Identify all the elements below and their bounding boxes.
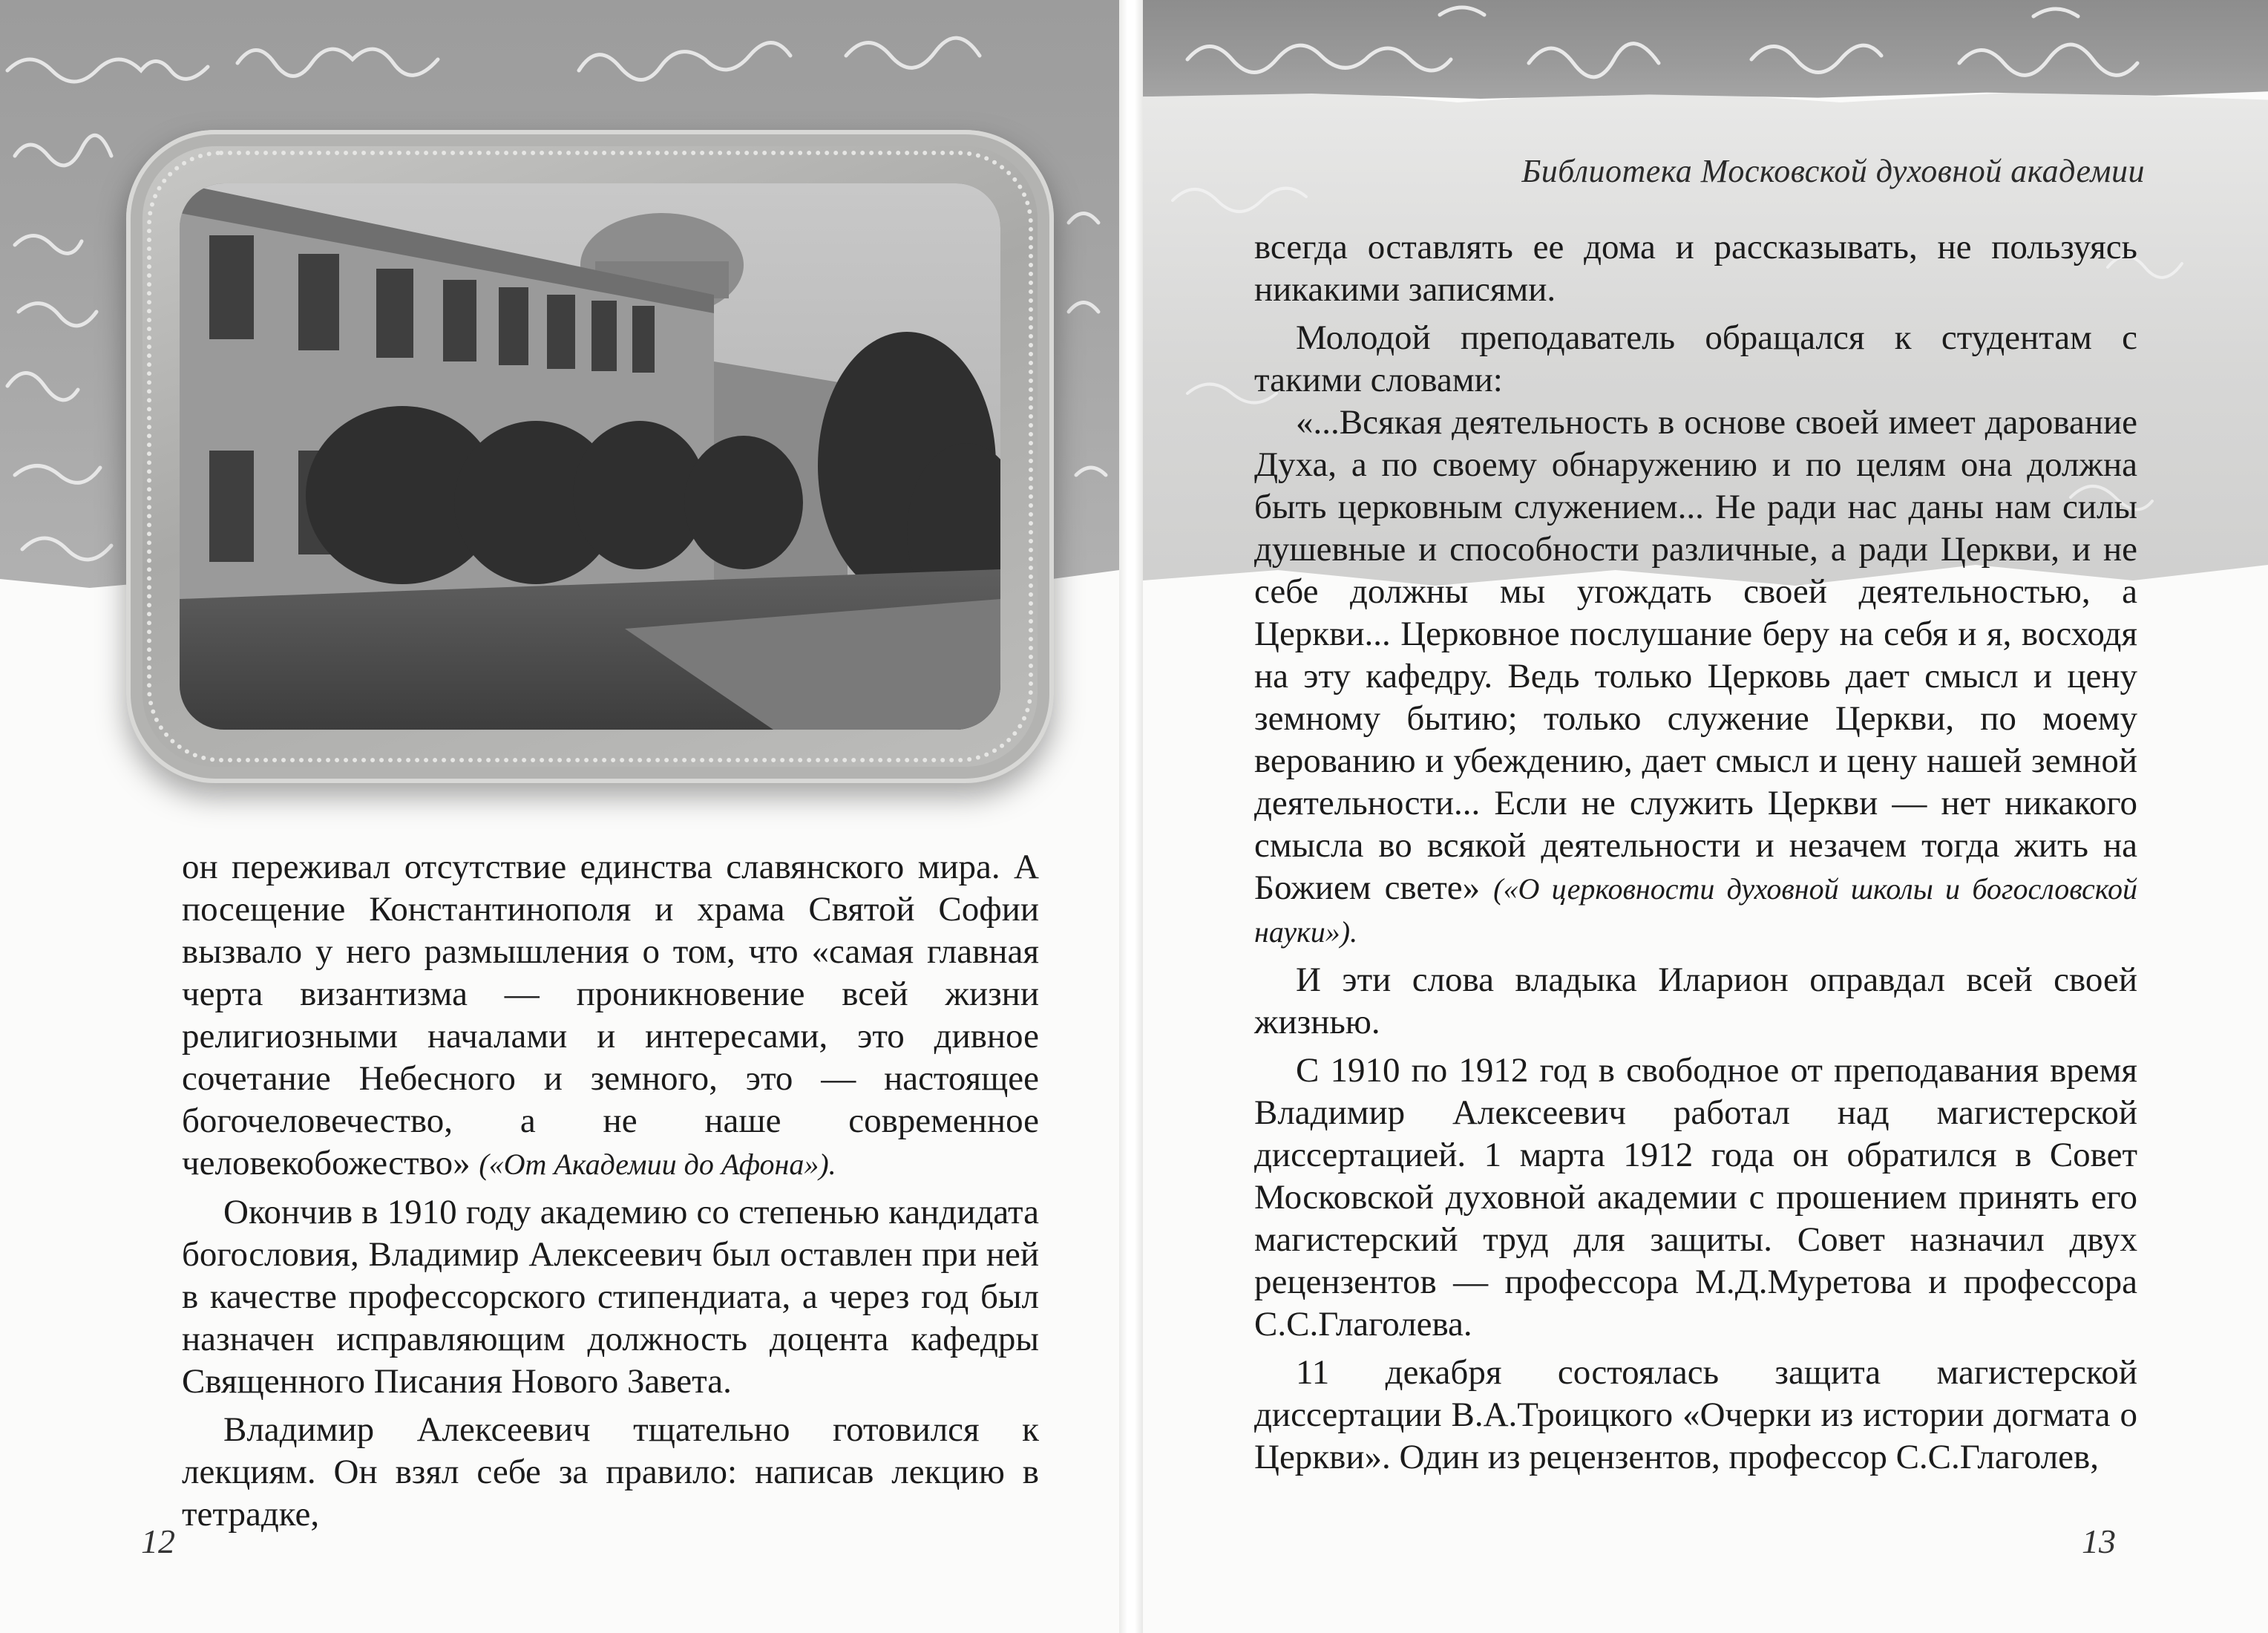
paragraph: С 1910 по 1912 год в свободное от преподавания время Владимир Алексеевич работал над магистерской диссертацией. 1 марта 1912 года он обратился в Совет Московской духовной академии с прошением принять его магистерский труд для защиты. Совет назначил двух рецензентов — профессора М.Д.Муретова и профессора С.С.Глаголева. <box>1254 1051 2137 1344</box>
book-gutter <box>1119 0 1143 1633</box>
left-page <box>0 0 1119 1633</box>
paragraph: Окончив в 1910 году академию со степенью кандидата богословия, Владимир Алексеевич был оставлен при ней в качестве профессорского стипендиата, а через год был назначен исправляющим должность доцента кафедры Священного Писания Нового Завета. <box>182 1193 1039 1401</box>
paragraph: И эти слова владыка Иларион оправдал всей своей жизнью. <box>1254 961 2137 1041</box>
photo-frame <box>126 130 1054 783</box>
handwriting-background-band <box>1143 0 2268 104</box>
paragraph: Владимир Алексеевич тщательно готовился к лекциям. Он взял себе за правило: написав лекцию в тетрадке, <box>182 1410 1039 1534</box>
paragraph: Молодой преподаватель обращался к студентам с такими словами: <box>1254 318 2137 399</box>
paragraph: он переживал отсутствие единства славянского мира. А посещение Константинополя и храма Святой Софии вызвало у него размышления о том, что «самая главная черта византизма — проникновение всей жизни религиозными началами и интересами, это дивное сочетание Небесного и земного, это — настоящее богочеловечество, а не наше современное человекобожество» («От Академии до Афона»). <box>182 848 1039 1182</box>
running-header: Библиотека Московской духовной академии <box>1521 153 2145 189</box>
paragraph: 11 декабря состоялась защита магистерской диссертации В.А.Троицкого «Очерки из истории догмата о Церкви». Один из рецензентов, профессор С.С.Глаголев, <box>1254 1353 2137 1476</box>
page-number: 12 <box>141 1522 175 1560</box>
right-page-body <box>1254 226 2137 1479</box>
left-page-body <box>182 846 1039 1536</box>
quote-source: («От Академии до Афона»). <box>479 1148 836 1181</box>
paragraph: «...Всякая деятельность в основе своей имеет дарование Духа, а по своему обнаружению и по целям она должна быть церковным служением... Не ради нас даны нам силы душевные и способности различные, а ради Церкви, и не себе должны мы угождать своей деятельностью, а Церкви... Церковное послушание беру на себя и я, восходя на эту кафедру. Ведь только Церковь дает смысл и цену земному бытию; только служение Церкви, по моему верованию и убеждению, дает смысл и цену нашей земной деятельности... Если не служить Церкви — нет никакого смысла во всякой деятельности и незачем тогда жить на Божием свете» («О церковности духовной школы и богословской науки»). <box>1254 403 2137 949</box>
academy-building-photo <box>180 183 1000 730</box>
page-number: 13 <box>2082 1522 2116 1560</box>
quote-source: («О церковности духовной школы и богословской науки»). <box>1254 872 2137 949</box>
right-page <box>1143 0 2268 1633</box>
handwriting-texture <box>1143 0 2268 104</box>
paragraph: всегда оставлять ее дома и рассказывать, не пользуясь никакими записями. <box>1254 228 2137 309</box>
